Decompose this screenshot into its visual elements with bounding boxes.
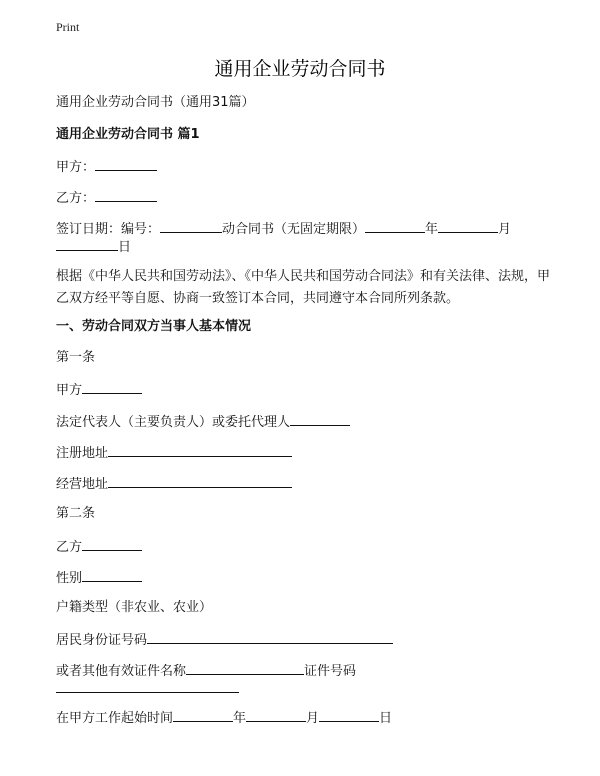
start-work-lead: 在甲方工作起始时间 <box>56 711 174 726</box>
chapter-one-heading: 一、劳动合同双方当事人基本情况 <box>56 319 252 334</box>
sign-day-label: 日 <box>118 240 132 255</box>
start-year-blank <box>173 708 233 722</box>
legal-rep-label: 法定代表人（主要负责人）或委托代理人 <box>56 415 291 430</box>
sign-date-lead: 签订日期：编号： <box>56 222 161 237</box>
id-number-line <box>56 630 393 650</box>
party-b-blank <box>95 188 157 202</box>
gender-blank <box>82 568 142 582</box>
gender-line <box>56 568 142 588</box>
sign-day-blank <box>56 237 118 251</box>
business-address-label: 经营地址 <box>56 477 109 492</box>
contract-number-blank <box>160 219 222 233</box>
employee-line <box>56 537 142 557</box>
employer-label: 甲方 <box>56 383 83 398</box>
start-year-label: 年 <box>233 711 247 726</box>
employer-line <box>56 380 142 400</box>
sign-date-line <box>56 219 511 239</box>
sign-day-line <box>56 237 131 257</box>
id-number-blank <box>147 630 393 644</box>
start-work-line <box>56 708 392 728</box>
article-one: 第一条 <box>56 350 96 365</box>
document-subtitle: 通用企业劳动合同书（通用31篇） <box>56 95 255 110</box>
party-a-line <box>56 157 157 177</box>
sign-year-blank <box>365 219 425 233</box>
household-type: 户籍类型（非农业、农业） <box>56 600 213 615</box>
party-b-line <box>56 188 157 208</box>
gender-label: 性别 <box>56 571 83 586</box>
id-number-label: 居民身份证号码 <box>56 633 148 648</box>
business-address-line <box>56 474 292 494</box>
legal-rep-blank <box>290 412 350 426</box>
page-title: 通用企业劳动合同书 <box>214 58 386 80</box>
contract-type-label: 动合同书（无固定期限） <box>222 222 366 237</box>
registered-address-line <box>56 443 292 463</box>
print-link[interactable]: Print <box>56 20 80 34</box>
start-month-blank <box>246 708 306 722</box>
start-month-label: 月 <box>306 711 320 726</box>
party-a-label: 甲方： <box>56 160 96 175</box>
registered-address-label: 注册地址 <box>56 446 109 461</box>
sign-month-blank <box>438 219 498 233</box>
employee-label: 乙方 <box>56 540 83 555</box>
employer-blank <box>82 380 142 394</box>
other-id-line <box>56 661 356 681</box>
sign-month-label: 月 <box>498 222 512 237</box>
party-b-label: 乙方： <box>56 191 96 206</box>
business-address-blank <box>108 474 292 488</box>
article-two: 第二条 <box>56 506 96 521</box>
start-day-label: 日 <box>379 711 393 726</box>
intro-paragraph: 根据《中华人民共和国劳动法》、《中华人民共和国劳动合同法》和有关法律、法规，甲乙双方经平等自愿、协商一致签订本合同，共同遵守本合同所列条款。 <box>56 269 551 306</box>
registered-address-blank <box>108 443 292 457</box>
employee-blank <box>82 537 142 551</box>
other-id-name-label: 或者其他有效证件名称 <box>56 664 187 679</box>
party-a-blank <box>95 157 157 171</box>
other-id-number-blank <box>56 679 239 693</box>
legal-rep-line <box>56 412 350 432</box>
other-id-name-blank <box>186 661 304 675</box>
other-id-number-label: 证件号码 <box>304 664 357 679</box>
start-day-blank <box>319 708 379 722</box>
sign-year-label: 年 <box>425 222 439 237</box>
section-heading: 通用企业劳动合同书 篇1 <box>56 127 200 142</box>
other-id-number-line <box>56 679 239 699</box>
